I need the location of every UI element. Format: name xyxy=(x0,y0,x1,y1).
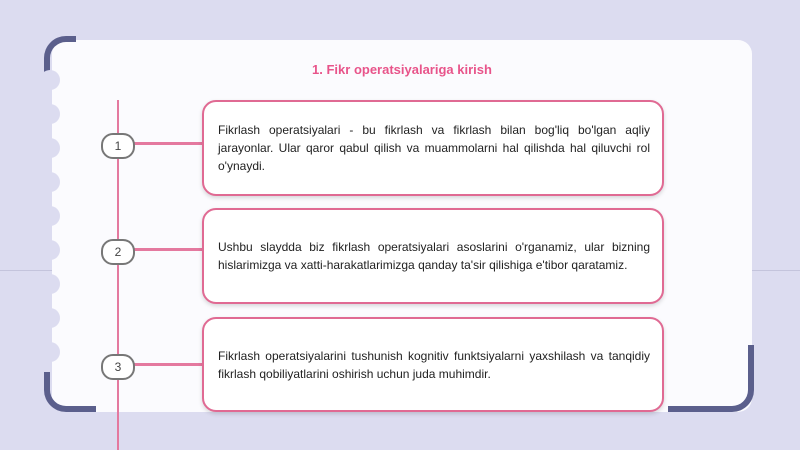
frame-corner-bottom-left xyxy=(44,372,96,412)
timeline-connector xyxy=(133,363,203,366)
step-text-box xyxy=(202,100,664,196)
step-text-box xyxy=(202,208,664,304)
timeline-connector xyxy=(133,248,203,251)
timeline-connector xyxy=(133,142,203,145)
step-description: Fikrlash operatsiyalari - bu fikrlash va fikrlash bilan bog'liq bo'lgan aqliy jarayonlar. Ular qaror qabul qilish va muammolarni hal qilishda hal qiluvchi rol o'ynaydi. xyxy=(218,123,650,173)
step-number-badge: 1 xyxy=(101,133,135,159)
binder-hole xyxy=(40,342,60,362)
slide-title: 1. Fikr operatsiyalariga kirish xyxy=(312,62,492,77)
step-number-badge: 3 xyxy=(101,354,135,380)
binder-hole xyxy=(40,138,60,158)
binder-hole xyxy=(40,104,60,124)
step-description: Fikrlash operatsiyalarini tushunish kognitiv funktsiyalarni yaxshilash va tanqidiy fikrlash qobiliyatlarini oshirish uchun juda muhimdir. xyxy=(218,348,650,381)
step-description: Ushbu slaydda biz fikrlash operatsiyalari asoslarini o'rganamiz, ular bizning hislarimizga va xatti-harakatlarimizga qanday ta'sir qilishiga e'tibor qaratamiz. xyxy=(218,240,650,272)
binder-hole xyxy=(40,172,60,192)
binder-hole xyxy=(40,274,60,294)
step-number-badge: 2 xyxy=(101,239,135,265)
step-text-box xyxy=(202,317,664,412)
binder-hole xyxy=(40,240,60,260)
binder-hole xyxy=(40,206,60,226)
binder-hole xyxy=(40,308,60,328)
frame-corner-bottom-right xyxy=(668,345,754,412)
